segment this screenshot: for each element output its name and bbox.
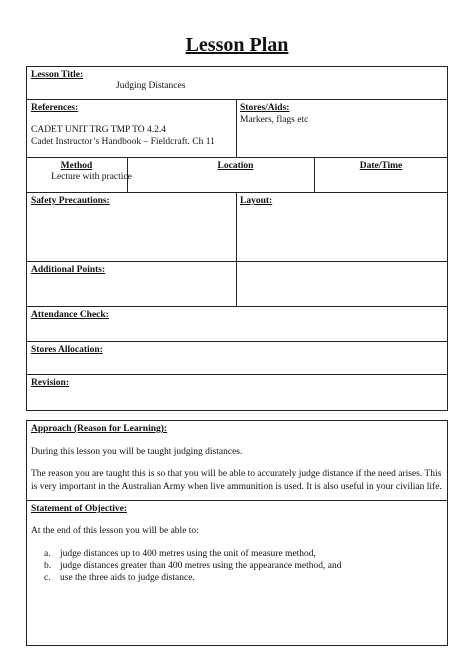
divider — [26, 500, 448, 501]
objective-item-text: judge distances up to 400 metres using the unit of measure method, — [60, 549, 316, 559]
approach-paragraph-2: The reason you are taught this is so that you will be able to accurately judge distance if the need arises. This is very important in the Australian Army when live ammunition is used. It is also useful in your civilian life. — [31, 469, 442, 492]
stores-aids-label: Stores/Aids: — [240, 103, 290, 113]
divider — [236, 99, 237, 157]
method-label: Method — [60, 161, 93, 171]
stores-allocation-label: Stores Allocation: — [31, 345, 103, 355]
divider — [26, 374, 448, 375]
divider — [26, 306, 448, 307]
layout-label: Layout: — [240, 196, 273, 206]
references-label: References: — [31, 103, 79, 113]
objective-item-text: use the three aids to judge distance. — [60, 573, 195, 583]
divider — [26, 192, 448, 193]
objective-item-marker: b. — [44, 561, 52, 571]
lesson-table — [26, 66, 448, 411]
objective-item-marker: a. — [44, 549, 51, 559]
location-label: Location — [217, 161, 254, 171]
safety-precautions-label: Safety Precautions: — [31, 196, 110, 206]
divider — [26, 341, 448, 342]
additional-points-label: Additional Points: — [31, 265, 106, 275]
lesson-title-value: Judging Distances — [116, 81, 186, 91]
page-title: Lesson Plan — [185, 34, 289, 56]
objective-item-marker: c. — [44, 573, 51, 583]
stores-aids-value: Markers, flags etc — [240, 115, 309, 125]
divider — [236, 192, 237, 306]
references-line-2: Cadet Instructor’s Handbook – Fieldcraft. Ch 11 — [31, 137, 215, 147]
divider — [26, 99, 448, 100]
attendance-check-label: Attendance Check: — [31, 310, 109, 320]
date-time-label: Date/Time — [359, 161, 403, 171]
objective-item-text: judge distances greater than 400 metres using the appearance method, and — [60, 561, 342, 571]
method-value: Lecture with practice — [51, 172, 132, 182]
approach-paragraph-1: During this lesson you will be taught judging distances. — [31, 447, 243, 457]
divider — [26, 157, 448, 158]
lesson-title-label: Lesson Title: — [31, 70, 84, 80]
revision-label: Revision: — [31, 378, 69, 388]
divider — [26, 261, 448, 262]
references-line-1: CADET UNIT TRG TMP TO 4.2.4 — [31, 125, 167, 135]
objective-label: Statement of Objective: — [31, 504, 128, 514]
objective-intro: At the end of this lesson you will be able to: — [31, 526, 199, 536]
approach-label: Approach (Reason for Learning): — [31, 424, 168, 434]
